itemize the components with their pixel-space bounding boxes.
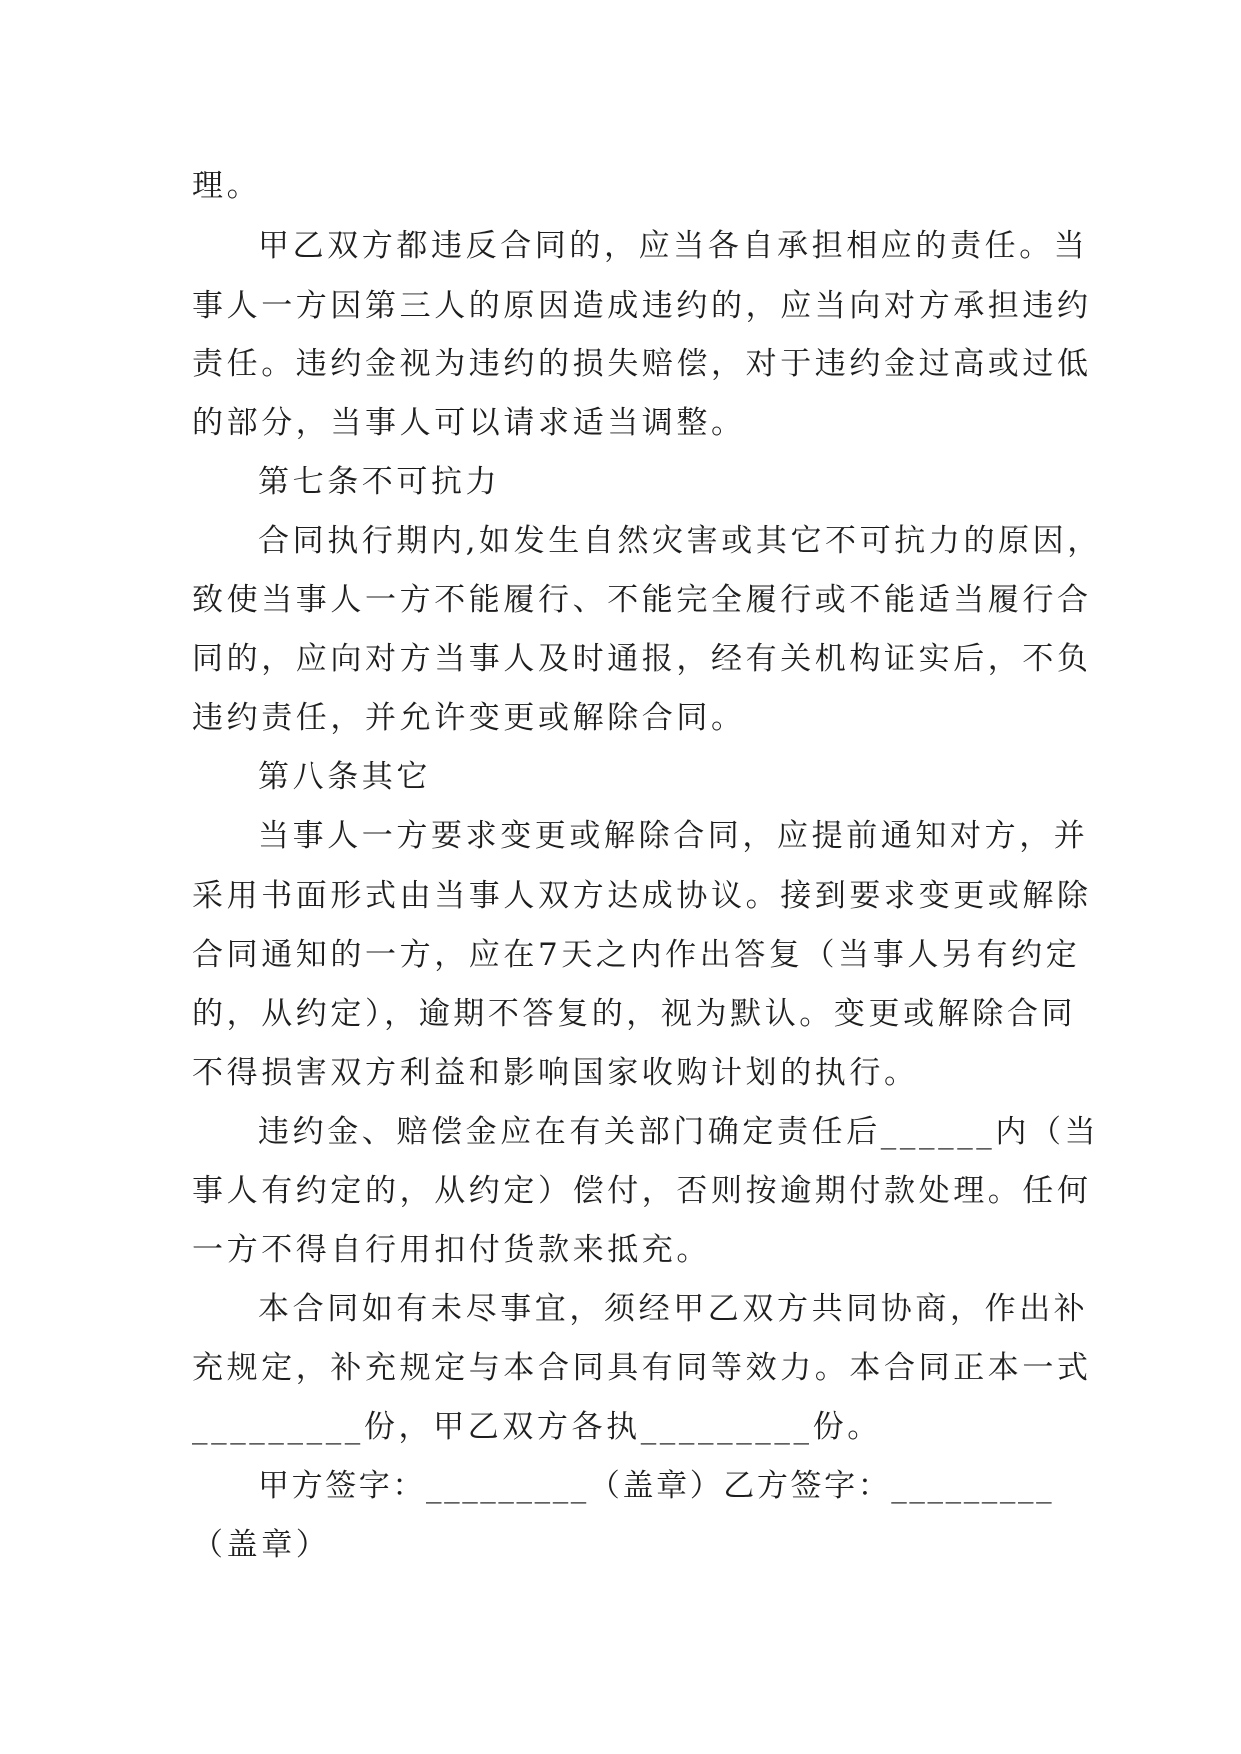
- paragraph-line: 甲乙双方都违反合同的，应当各自承担相应的责任。当: [258, 228, 1089, 264]
- paragraph-line: 事人一方因第三人的原因造成违约的，应当向对方承担违约: [192, 288, 1092, 324]
- paragraph-line: 致使当事人一方不能履行、不能完全履行或不能适当履行合: [192, 582, 1092, 618]
- paragraph-line: 事人有约定的，从约定）偿付，否则按逾期付款处理。任何: [192, 1173, 1092, 1209]
- seal-note: （盖章）: [192, 1527, 331, 1563]
- paragraph-line: 合同通知的一方，应在7天之内作出答复（当事人另有约定: [192, 937, 1081, 973]
- paragraph-line: 不得损害双方利益和影响国家收购计划的执行。: [192, 1055, 919, 1091]
- section-heading: 第八条其它: [258, 759, 431, 795]
- paragraph-line: 责任。违约金视为违约的损失赔偿，对于违约金过高或过低: [192, 346, 1092, 382]
- paragraph-line: 的，从约定），逾期不答复的，视为默认。变更或解除合同: [192, 996, 1077, 1032]
- paragraph-line: 违约金、赔偿金应在有关部门确定责任后______内（当: [258, 1114, 1100, 1150]
- paragraph-line: 的部分，当事人可以请求适当调整。: [192, 405, 746, 441]
- paragraph-line: 理。: [192, 168, 262, 204]
- paragraph-line: 本合同如有未尽事宜，须经甲乙双方共同协商，作出补: [258, 1291, 1089, 1327]
- paragraph-line: 充规定，补充规定与本合同具有同等效力。本合同正本一式: [192, 1350, 1092, 1386]
- paragraph-line: 当事人一方要求变更或解除合同，应提前通知对方，并: [258, 818, 1089, 854]
- paragraph-line: 合同执行期内,如发生自然灾害或其它不可抗力的原因，: [258, 523, 1102, 559]
- paragraph-line: 同的，应向对方当事人及时通报，经有关机构证实后，不负: [192, 641, 1092, 677]
- paragraph-line: 采用书面形式由当事人双方达成协议。接到要求变更或解除: [192, 878, 1092, 914]
- paragraph-line: _________份，甲乙双方各执_________份。: [192, 1409, 882, 1445]
- paragraph-line: 一方不得自行用扣付货款来抵充。: [192, 1232, 711, 1268]
- section-heading: 第七条不可抗力: [258, 464, 501, 500]
- signature-line: 甲方签字：_________（盖章）乙方签字：_________: [258, 1468, 1055, 1504]
- paragraph-line: 违约责任，并允许变更或解除合同。: [192, 700, 746, 736]
